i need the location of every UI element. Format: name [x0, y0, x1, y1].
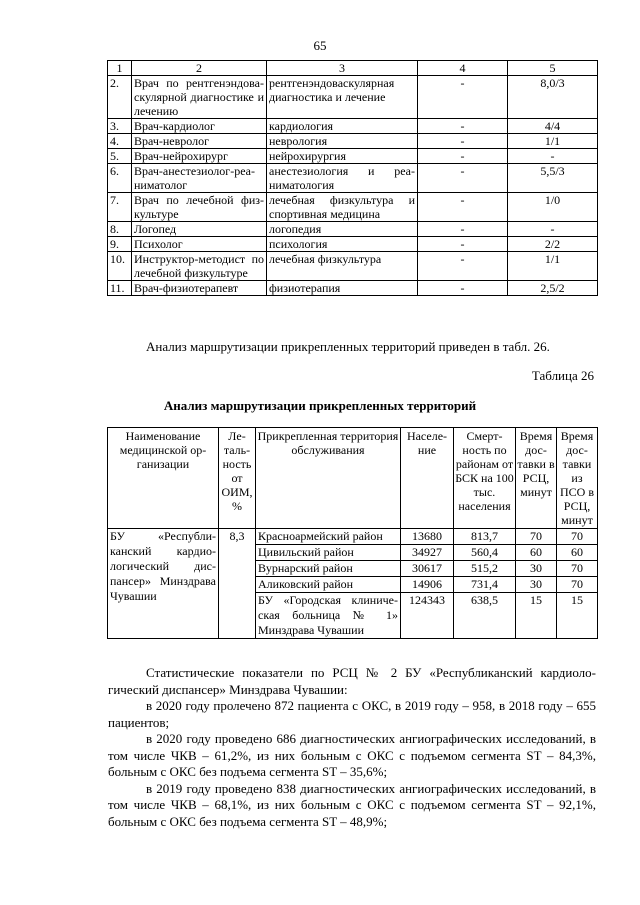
- col4-cell: -: [418, 134, 508, 149]
- specialist-cell: Психолог: [132, 237, 267, 252]
- row-number: 11.: [108, 281, 132, 296]
- time-rsc-cell: 30: [516, 577, 557, 593]
- territory-cell: Аликовский район: [256, 577, 401, 593]
- table-header-row: [108, 61, 598, 76]
- population-cell: 14906: [401, 577, 454, 593]
- table-title: Анализ маршрутизации прикрепленных территорий: [163, 398, 477, 413]
- paragraph: Статистические показатели по РСЦ № 2 БУ «Республиканский кардиологический диспансер» Минздрава Чувашии:: [108, 665, 596, 697]
- col4-cell: -: [418, 222, 508, 237]
- col4-cell: -: [418, 281, 508, 296]
- col5-cell: 1/0: [508, 193, 598, 222]
- mortality-cell: 515,2: [454, 561, 516, 577]
- row-number: 6.: [108, 164, 132, 193]
- time-pso-cell: 70: [557, 577, 598, 593]
- body-text: [108, 665, 596, 830]
- table-row: [108, 252, 598, 281]
- time-rsc-cell: 30: [516, 561, 557, 577]
- col5-cell: 8,0/3: [508, 76, 598, 119]
- table-row: [108, 193, 598, 222]
- territory-cell: Красноармейский район: [256, 529, 401, 545]
- time-pso-cell: 70: [557, 561, 598, 577]
- row-number: 8.: [108, 222, 132, 237]
- staff-table: [107, 60, 598, 296]
- profile-cell: анестезиология и реаниматология: [267, 164, 418, 193]
- specialist-cell: Врач-нейрохирург: [132, 149, 267, 164]
- table-row: [108, 76, 598, 119]
- table-row: [108, 281, 598, 296]
- lethality-cell: 8,3: [219, 529, 256, 639]
- specialist-cell: Врач по рентгенэндоваскулярной диагностике и лечению: [132, 76, 267, 119]
- row-number: 7.: [108, 193, 132, 222]
- col5-cell: 2,5/2: [508, 281, 598, 296]
- header-territory: Прикрепленная территория обслуживания: [256, 428, 401, 529]
- population-cell: 124343: [401, 593, 454, 639]
- paragraph: в 2019 году проведено 838 диагностических ангиографических исследований, в том числе ЧКВ – 68,1%, из них больным с ОКС с подъемом сегмента ST – 92,1%, больным с ОКС без подъема сегмента ST – 48,9%;: [108, 780, 596, 829]
- col5-cell: 4/4: [508, 119, 598, 134]
- row-number: 5.: [108, 149, 132, 164]
- col5-cell: -: [508, 222, 598, 237]
- header-time-rsc: Время доставки в РСЦ, минут: [516, 428, 557, 529]
- table-row: [108, 222, 598, 237]
- time-pso-cell: 70: [557, 529, 598, 545]
- territory-cell: БУ «Городская клиническая больница № 1» Минздрава Чувашии: [256, 593, 401, 639]
- profile-cell: физиотерапия: [267, 281, 418, 296]
- col4-cell: -: [418, 193, 508, 222]
- page-number: 65: [313, 38, 327, 53]
- table-row: [108, 529, 598, 545]
- profile-cell: рентгенэндоваскулярная диагностика и лечение: [267, 76, 418, 119]
- specialist-cell: Врач-физиотерапевт: [132, 281, 267, 296]
- header-time-pso: Время доставки из ПСО в РСЦ, минут: [557, 428, 598, 529]
- col4-cell: -: [418, 76, 508, 119]
- paragraph: в 2020 году проведено 686 диагностических ангиографических исследований, в том числе ЧКВ – 61,2%, из них больным с ОКС с подъемом сегмента ST – 84,3%, больным с ОКС без подъема сегмента ST – 35,6%;: [108, 731, 596, 779]
- org-cell: БУ «Республиканский кардиологический диспансер» Минздрава Чувашии: [108, 529, 219, 639]
- col4-cell: -: [418, 237, 508, 252]
- table-row: [108, 164, 598, 193]
- col4-cell: -: [418, 252, 508, 281]
- col5-cell: 2/2: [508, 237, 598, 252]
- mortality-cell: 731,4: [454, 577, 516, 593]
- table-header-row: [108, 428, 598, 529]
- col5-cell: 1/1: [508, 252, 598, 281]
- table-row: [108, 119, 598, 134]
- header-cell: 5: [508, 61, 598, 76]
- time-pso-cell: 60: [557, 545, 598, 561]
- table-row: [108, 149, 598, 164]
- header-cell: 4: [418, 61, 508, 76]
- specialist-cell: Врач-анестезиолог-реаниматолог: [132, 164, 267, 193]
- header-cell: 1: [108, 61, 132, 76]
- row-number: 10.: [108, 252, 132, 281]
- profile-cell: психология: [267, 237, 418, 252]
- profile-cell: лечебная физкультура и спортивная медицина: [267, 193, 418, 222]
- profile-cell: неврология: [267, 134, 418, 149]
- row-number: 4.: [108, 134, 132, 149]
- profile-cell: нейрохирургия: [267, 149, 418, 164]
- row-number: 9.: [108, 237, 132, 252]
- col5-cell: 1/1: [508, 134, 598, 149]
- territory-cell: Цивильский район: [256, 545, 401, 561]
- mortality-cell: 560,4: [454, 545, 516, 561]
- header-population: Население: [401, 428, 454, 529]
- header-mortality: Смертность по районам от БСК на 100 тыс. населения: [454, 428, 516, 529]
- mortality-cell: 813,7: [454, 529, 516, 545]
- header-cell: 2: [132, 61, 267, 76]
- table-row: [108, 237, 598, 252]
- profile-cell: кардиология: [267, 119, 418, 134]
- col4-cell: -: [418, 149, 508, 164]
- paragraph: в 2020 году пролечено 872 пациента с ОКС, в 2019 году – 958, в 2018 году – 655 пациентов;: [108, 698, 596, 730]
- specialist-cell: Инструктор-методист по лечебной физкультуре: [132, 252, 267, 281]
- population-cell: 34927: [401, 545, 454, 561]
- population-cell: 30617: [401, 561, 454, 577]
- territory-cell: Вурнарский район: [256, 561, 401, 577]
- routing-table: [107, 427, 598, 639]
- col4-cell: -: [418, 164, 508, 193]
- time-pso-cell: 15: [557, 593, 598, 639]
- table-row: [108, 134, 598, 149]
- col5-cell: 5,5/3: [508, 164, 598, 193]
- col5-cell: -: [508, 149, 598, 164]
- table-label: Таблица 26: [531, 368, 594, 383]
- specialist-cell: Логопед: [132, 222, 267, 237]
- header-cell: 3: [267, 61, 418, 76]
- profile-cell: логопедия: [267, 222, 418, 237]
- time-rsc-cell: 70: [516, 529, 557, 545]
- time-rsc-cell: 15: [516, 593, 557, 639]
- row-number: 3.: [108, 119, 132, 134]
- header-lethality: Летальность от ОИМ, %: [219, 428, 256, 529]
- population-cell: 13680: [401, 529, 454, 545]
- intro-paragraph: Анализ маршрутизации прикрепленных территорий приведен в табл. 26.: [146, 339, 550, 354]
- specialist-cell: Врач-кардиолог: [132, 119, 267, 134]
- row-number: 2.: [108, 76, 132, 119]
- time-rsc-cell: 60: [516, 545, 557, 561]
- mortality-cell: 638,5: [454, 593, 516, 639]
- profile-cell: лечебная физкультура: [267, 252, 418, 281]
- specialist-cell: Врач по лечебной физкультуре: [132, 193, 267, 222]
- specialist-cell: Врач-невролог: [132, 134, 267, 149]
- col4-cell: -: [418, 119, 508, 134]
- header-org: Наименование медицинской организации: [108, 428, 219, 529]
